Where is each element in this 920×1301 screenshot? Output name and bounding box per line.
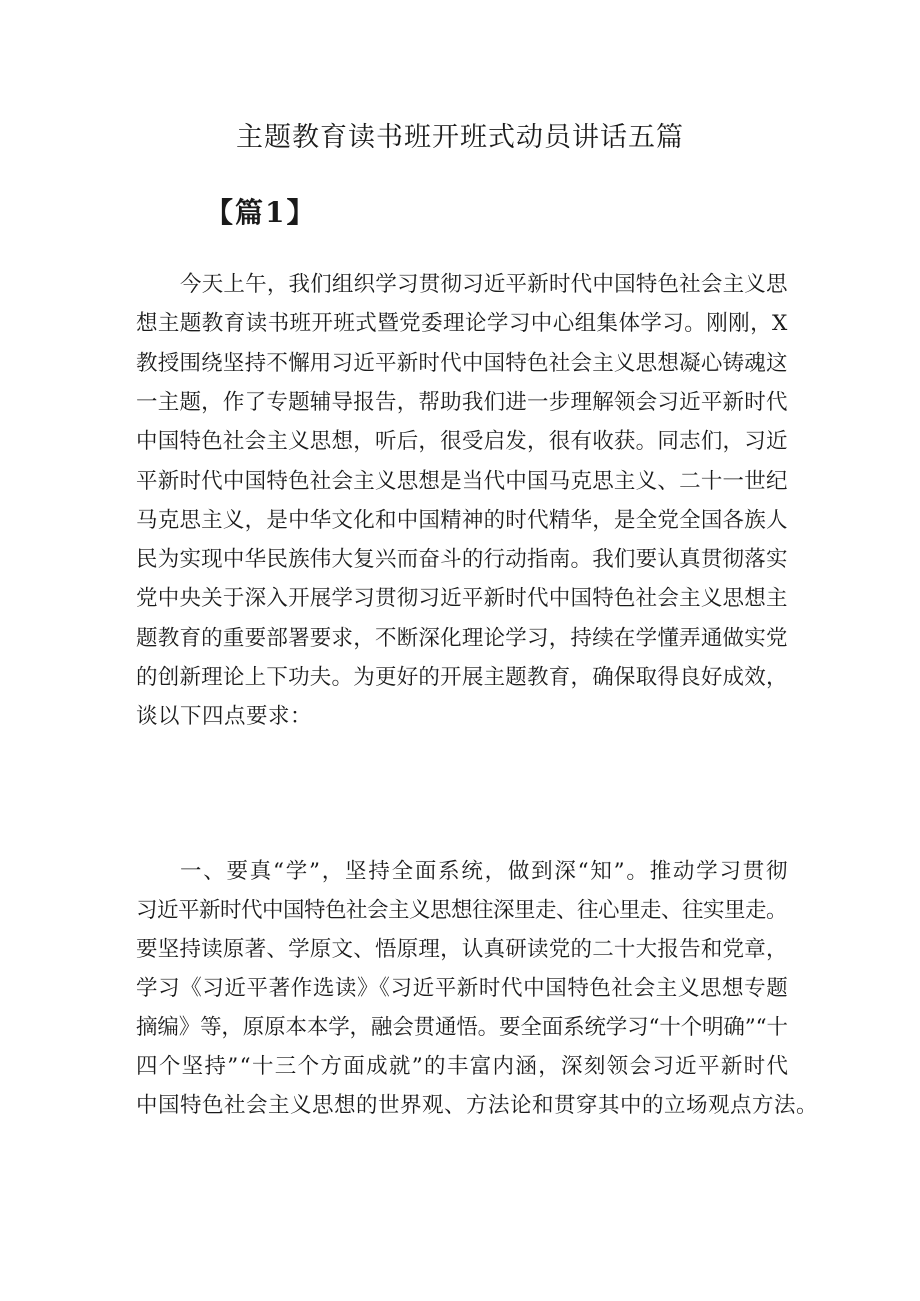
paragraph-line: 想主题教育读书班开班式暨党委理论学习中心组集体学习。刚刚，X: [136, 311, 788, 336]
paragraph-line: 的创新理论上下功夫。为更好的开展主题教育，确保取得良好成效，: [136, 665, 788, 690]
paragraph-line: 要坚持读原著、学原文、悟原理，认真研读党的二十大报告和党章，: [136, 937, 788, 962]
paragraph-line: 摘编》等，原原本本学，融会贯通悟。要全面系统学习“十个明确”“十: [136, 1015, 788, 1040]
paragraph-line: 今天上午，我们组织学习贯彻习近平新时代中国特色社会主义思: [180, 272, 788, 297]
paragraph-line: 题教育的重要部署要求，不断深化理论学习，持续在学懂弄通做实党: [136, 626, 788, 651]
paragraph-line: 一主题，作了专题辅导报告，帮助我们进一步理解领会习近平新时代: [136, 390, 788, 415]
paragraph-line: 平新时代中国特色社会主义思想是当代中国马克思主义、二十一世纪: [136, 469, 788, 494]
paragraph-line: 民为实现中华民族伟大复兴而奋斗的行动指南。我们要认真贯彻落实: [136, 547, 788, 572]
paragraph-line: 习近平新时代中国特色社会主义思想往深里走、往心里走、往实里走。: [136, 898, 788, 923]
document-title: 主题教育读书班开班式动员讲话五篇: [236, 122, 684, 153]
paragraph-line: 一、要真“学”，坚持全面系统，做到深“知”。推动学习贯彻: [180, 859, 790, 884]
paragraph-line: 马克思主义，是中华文化和中国精神的时代精华，是全党全国各族人: [136, 508, 788, 533]
paragraph-line: 中国特色社会主义思想，听后，很受启发，很有收获。同志们，习近: [136, 429, 788, 454]
paragraph-line: 中国特色社会主义思想的世界观、方法论和贯穿其中的立场观点方法。: [136, 1093, 819, 1118]
paragraph-line: 四个坚持”“十三个方面成就”的丰富内涵，深刻领会习近平新时代: [136, 1054, 790, 1079]
section-heading: 【篇1】: [205, 196, 317, 229]
paragraph-line: 学习《习近平著作选读》《习近平新时代中国特色社会主义思想专题: [136, 976, 789, 1001]
paragraph-line: 谈以下四点要求：: [136, 704, 313, 729]
paragraph-line: 教授围绕坚持不懈用习近平新时代中国特色社会主义思想凝心铸魂这: [136, 351, 788, 376]
paragraph-line: 党中央关于深入开展学习贯彻习近平新时代中国特色社会主义思想主: [136, 586, 788, 611]
